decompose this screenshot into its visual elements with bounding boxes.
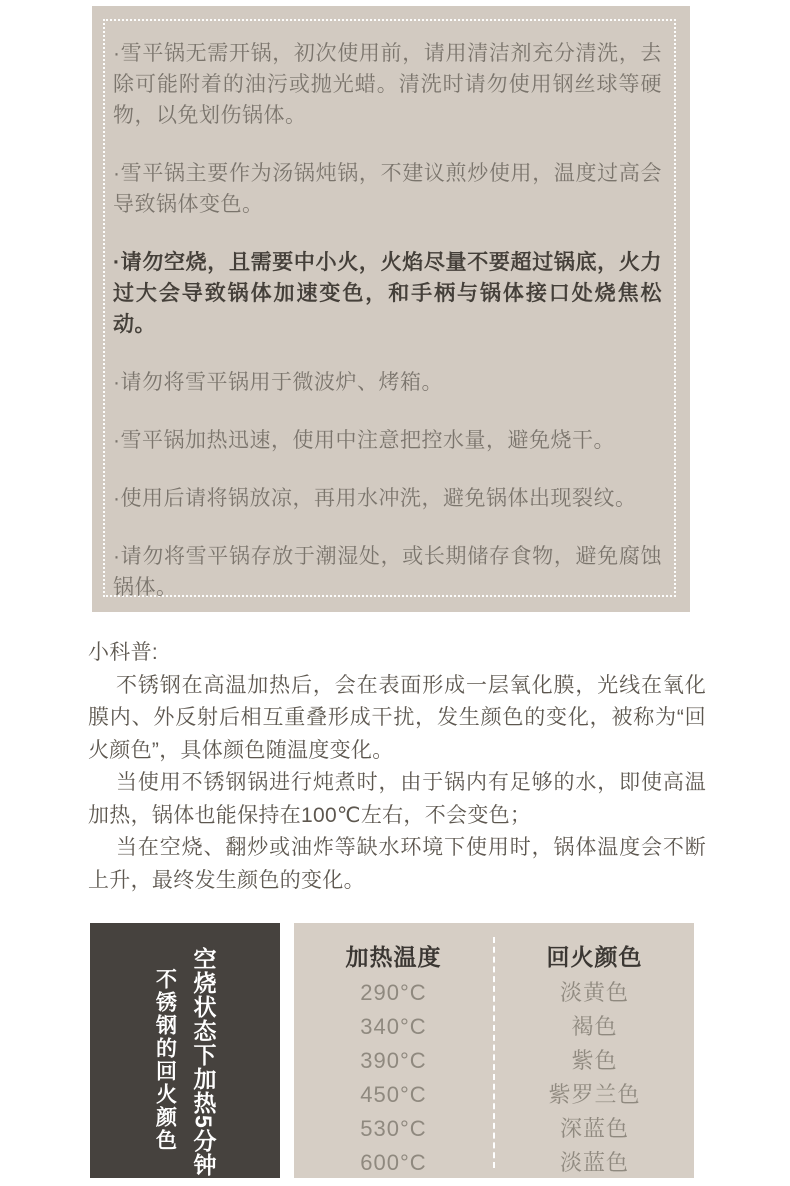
notice-item: ·请勿将雪平锅存放于潮湿处，或长期储存食物，避免腐蚀锅体。: [113, 545, 662, 599]
color-cell: 紫罗兰色: [548, 1082, 641, 1107]
temperature-column: [294, 923, 493, 1178]
notice-item: ·雪平锅加热迅速，使用中注意把控水量，避免烧干。: [113, 429, 615, 452]
color-cell: 深蓝色: [559, 1116, 629, 1141]
science-paragraph: 不锈钢在高温加热后，会在表面形成一层氧化膜，光线在氧化膜内、外反射后相互重叠形成干扰，发生颜色的变化，被称为“回火颜色”，具体颜色随温度变化。: [88, 673, 706, 762]
science-heading: 小科普:: [88, 641, 159, 664]
science-section: [88, 637, 706, 897]
notice-item: ·请勿将雪平锅用于微波炉、烤箱。: [113, 371, 443, 394]
color-cell: 紫色: [571, 1048, 618, 1073]
color-cell: 淡蓝色: [559, 1150, 629, 1175]
notice-item-warning: ·请勿空烧，且需要中小火，火焰尽量不要超过锅底，火力过大会导致锅体加速变色，和手柄与锅体接口处烧焦松动。: [113, 251, 662, 336]
panel-vertical-label-title: 不锈钢的回火颜色: [153, 968, 177, 1152]
temper-color-table: [294, 923, 694, 1178]
panel-vertical-label-condition: 空烧状态下加热5分钟: [190, 947, 217, 1177]
color-cell: 褐色: [571, 1014, 618, 1039]
dotted-border-frame: [103, 19, 676, 597]
usage-notice-box: [92, 6, 690, 612]
table-header-color: 回火颜色: [546, 944, 643, 970]
temperature-cell: 450°C: [360, 1082, 427, 1107]
temperature-cell: 600°C: [360, 1150, 427, 1175]
color-column: [495, 923, 694, 1178]
science-paragraph: 当在空烧、翻炒或油炸等缺水环境下使用时，锅体温度会不断上升，最终发生颜色的变化。: [88, 836, 706, 892]
temperature-cell: 340°C: [360, 1014, 427, 1039]
science-paragraph: 当使用不锈钢锅进行炖煮时，由于锅内有足够的水，即使高温加热，锅体也能保持在100℃左右，不会变色；: [88, 771, 706, 827]
temperature-cell: 290°C: [360, 980, 427, 1005]
notice-item: ·雪平锅无需开锅，初次使用前，请用清洁剂充分清洗，去除可能附着的油污或抛光蜡。清洗时请勿使用钢丝球等硬物，以免划伤锅体。: [113, 42, 662, 127]
notice-item: ·使用后请将锅放凉，再用水冲洗，避免锅体出现裂纹。: [113, 487, 637, 510]
temper-color-side-panel: [90, 923, 280, 1178]
temperature-cell: 390°C: [360, 1048, 427, 1073]
color-cell: 淡黄色: [559, 980, 629, 1005]
table-header-temperature: 加热温度: [345, 944, 442, 970]
notice-item: ·雪平锅主要作为汤锅炖锅，不建议煎炒使用，温度过高会导致锅体变色。: [113, 162, 662, 216]
temperature-cell: 530°C: [360, 1116, 427, 1141]
